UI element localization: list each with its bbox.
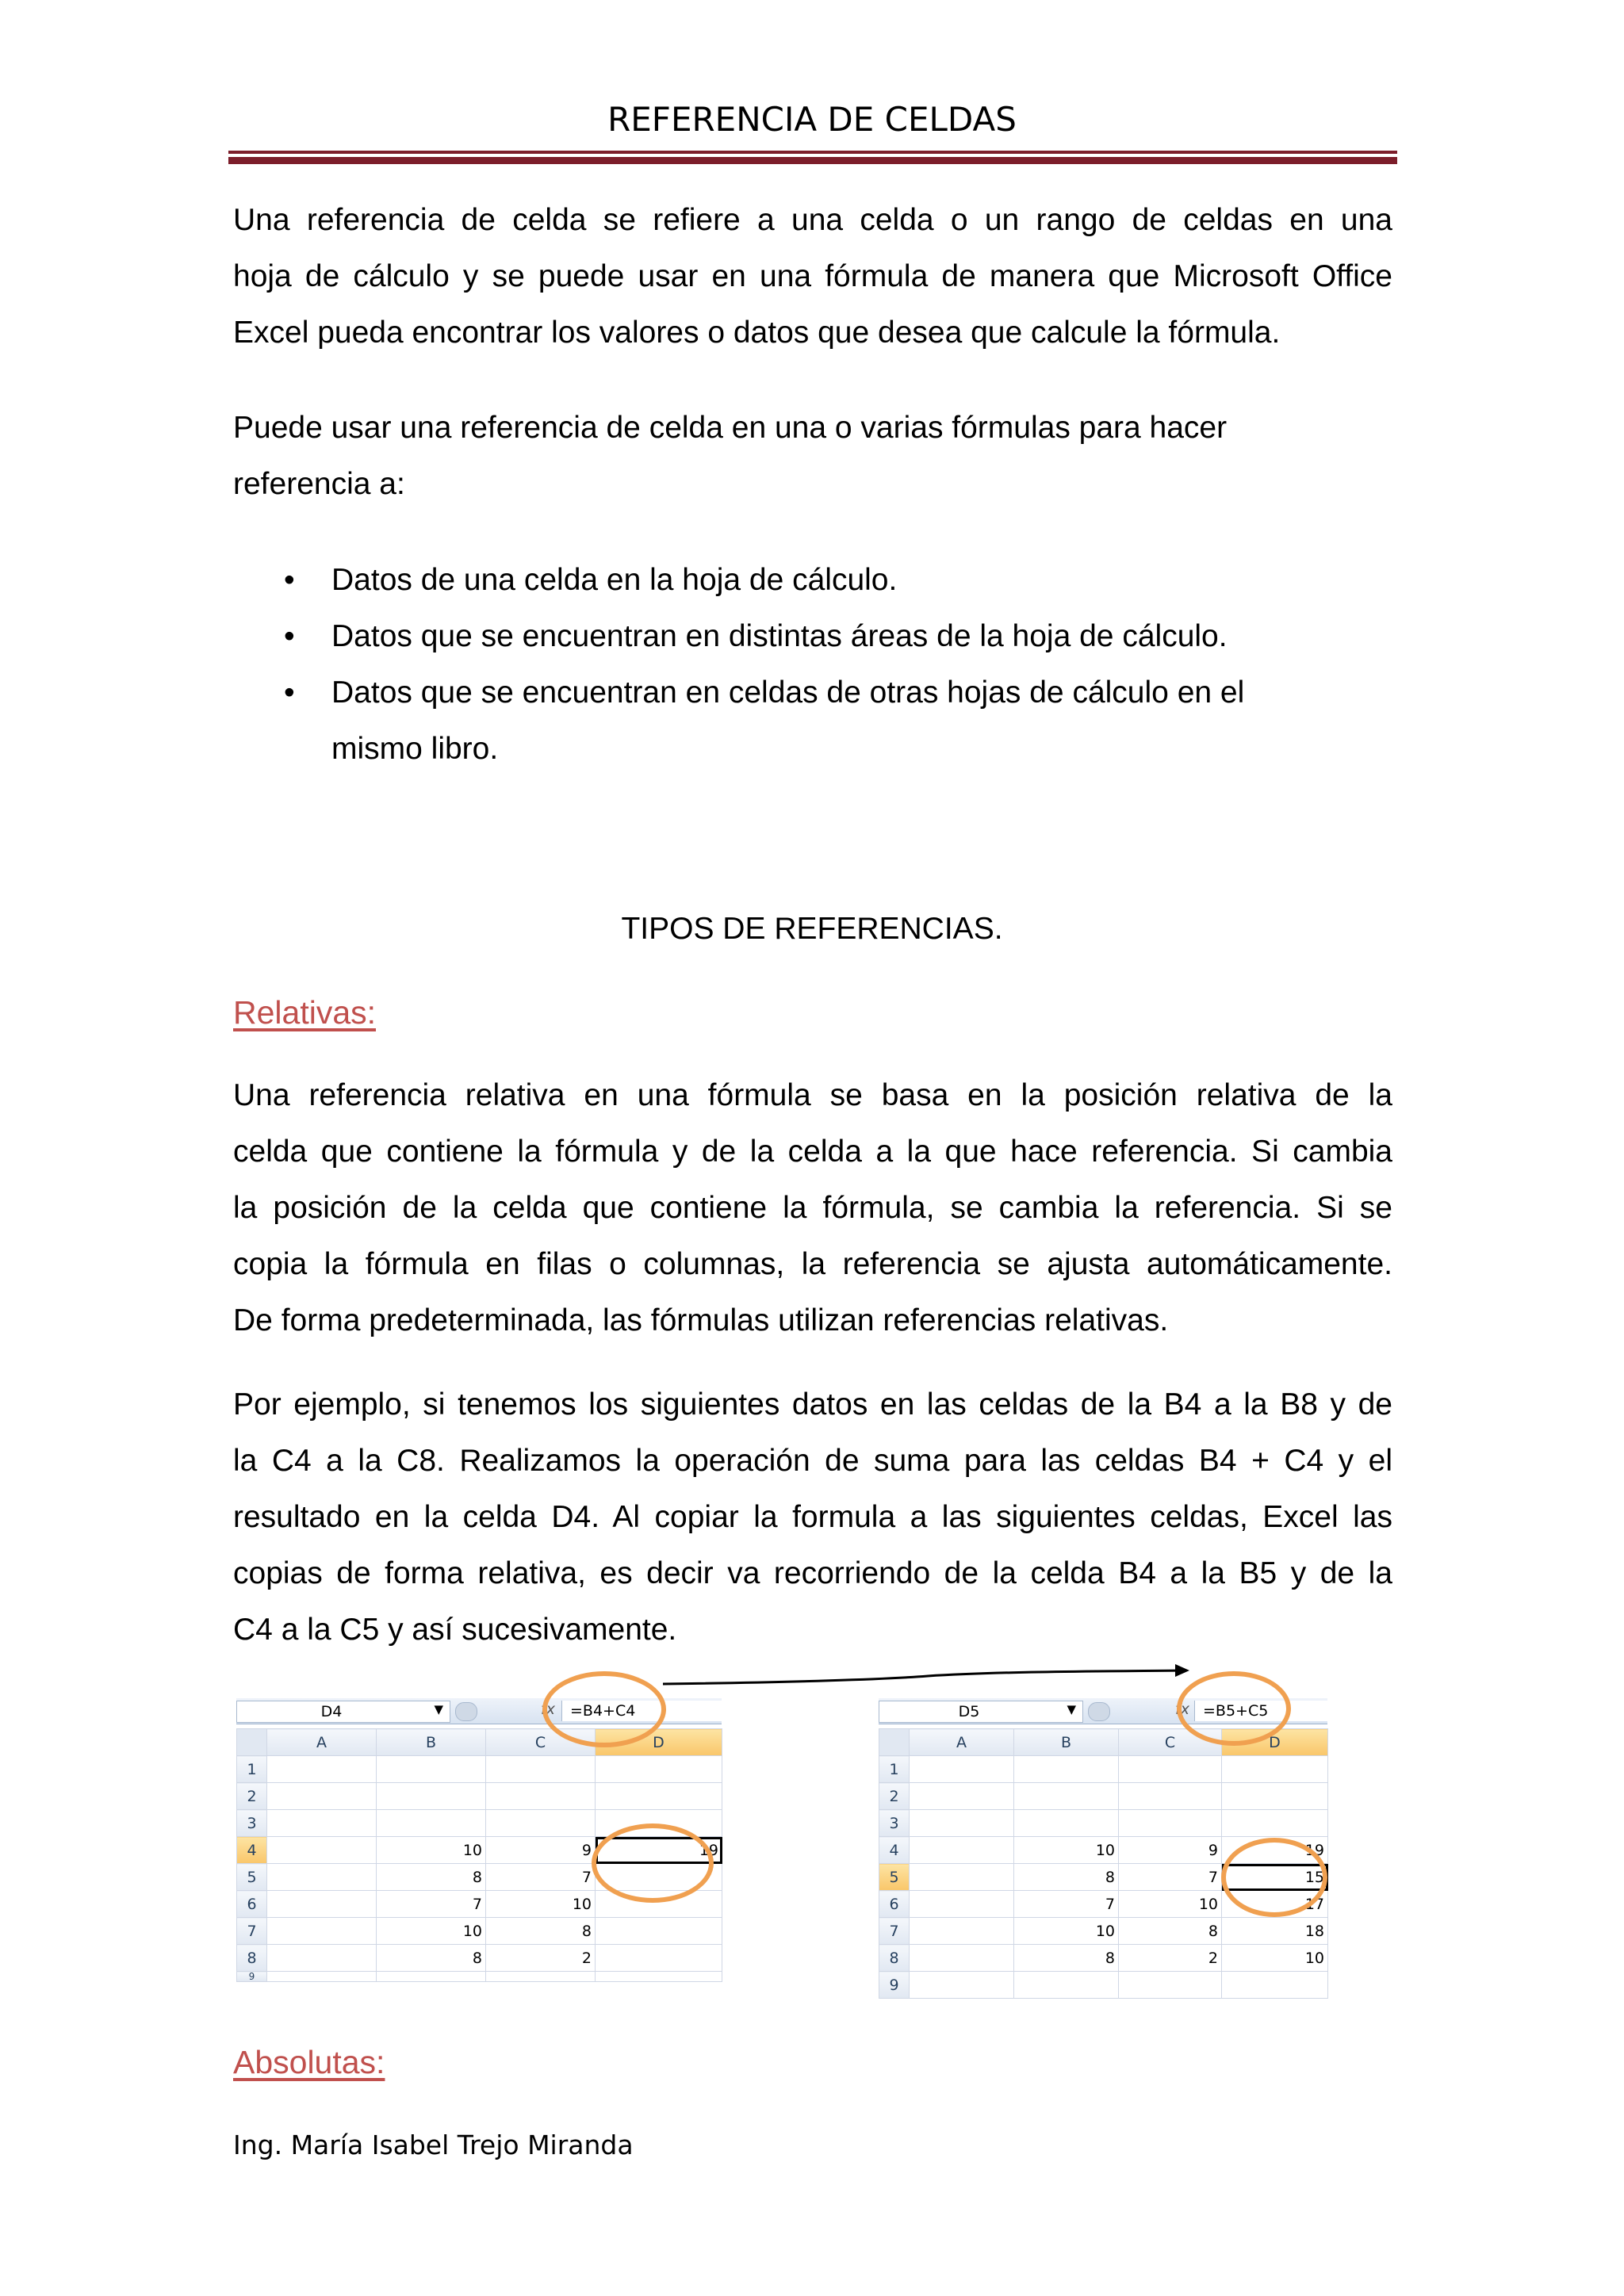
column-header: A [910,1729,1014,1756]
text-line: De forma predeterminada, las fórmulas utilizan referencias relativas. [233,1303,1169,1337]
column-header: C [486,1729,596,1756]
column-header: B [1014,1729,1119,1756]
table-row: 4 10 9 19 [879,1837,1328,1864]
absolute-heading: Absolutas: [233,2044,385,2080]
table-row: 1 [237,1756,722,1783]
relative-paragraph-1 [233,1067,1392,1349]
relative-heading: Relativas: [233,994,377,1031]
table-row: 3 [237,1810,722,1837]
table-row: 5 8 7 [237,1864,722,1891]
column-header: D [596,1729,722,1756]
spreadsheet-screenshot-right [879,1698,1327,1992]
text-line: referencia a: [233,467,405,501]
highlight-ring-result [1221,1838,1327,1917]
text-line: la posición de la celda que contiene la fórmula, se cambia la referencia. Si se [233,1191,1392,1225]
select-all-corner [879,1729,910,1756]
header-rule-thin [228,151,1397,154]
relative-paragraph-2 [233,1376,1392,1658]
function-icon: fx [541,1701,555,1718]
text-line: C4 a la C5 y así sucesivamente. [233,1613,677,1647]
text-line: Una referencia de celda se refiere a una celda o un rango de celdas en una [233,203,1392,237]
table-row: 1 [879,1756,1328,1783]
table-row: 8 8 2 10 [879,1945,1328,1972]
bullet-icon: • [284,675,295,710]
highlight-ring-formula [542,1671,666,1747]
section-title: TIPOS DE REFERENCIAS. [621,912,1003,946]
text-line: hoja de cálculo y se puede usar en una fórmula de manera que Microsoft Office [233,259,1392,293]
spreadsheet-screenshot-left [236,1698,722,1992]
reference-uses-list [233,552,1391,777]
page-title: REFERENCIA DE CELDAS [607,100,1017,139]
bullet-icon: • [284,563,295,597]
column-header: C [1119,1729,1222,1756]
table-row: 2 [237,1783,722,1810]
active-cell: 19 [596,1837,722,1864]
text-line: Puede usar una referencia de celda en una o varias fórmulas para hacer [233,411,1228,445]
table-row: 7 10 8 [237,1918,722,1945]
formula-options-icon [455,1702,477,1721]
highlight-ring-formula [1177,1671,1291,1746]
table-row: 6 7 10 [237,1891,722,1918]
text-line: la C4 a la C8. Realizamos la operación de suma para las celdas B4 + C4 y el [233,1444,1392,1478]
table-row: 3 [879,1810,1328,1837]
select-all-corner [237,1729,267,1756]
list-item: • Datos de una celda en la hoja de cálculo. [233,552,1391,608]
header-rule-thick [228,157,1397,164]
text-line: copia la fórmula en filas o columnas, la referencia se ajusta automáticamente. [233,1247,1392,1281]
text-line: Por ejemplo, si tenemos los siguientes datos en las celdas de la B4 a la B8 y de [233,1387,1392,1422]
formula-input: =B4+C4 [561,1701,722,1721]
list-item: • Datos que se encuentran en celdas de otras hojas de cálculo en el mismo libro. [233,664,1391,777]
intro-paragraph-2 [233,400,1392,512]
table-row: 9 [237,1972,722,1982]
function-icon: fx [1175,1701,1189,1718]
table-row: 9 [879,1972,1328,1999]
table-row: 5 8 7 15 [879,1864,1328,1891]
chevron-down-icon: ▼ [434,1702,443,1716]
active-cell: 15 [1222,1864,1328,1891]
text-line: resultado en la celda D4. Al copiar la formula a las siguientes celdas, Excel las [233,1500,1392,1534]
intro-paragraph-1 [233,192,1392,361]
table-row: 4 10 9 19 [237,1837,722,1864]
bullet-icon: • [284,619,295,653]
column-header: D [1222,1729,1328,1756]
table-row: 2 [879,1783,1328,1810]
name-box: D4 ▼ [236,1701,450,1723]
formula-input: =B5+C5 [1194,1701,1327,1721]
text-line: Una referencia relativa en una fórmula se basa en la posición relativa de la [233,1078,1392,1112]
formula-options-icon [1088,1702,1110,1721]
text-line: celda que contiene la fórmula y de la celda a la que hace referencia. Si cambia [233,1135,1392,1169]
chevron-down-icon: ▼ [1067,1702,1076,1716]
column-header: A [267,1729,377,1756]
column-header: B [377,1729,486,1756]
list-item: • Datos que se encuentran en distintas áreas de la hoja de cálculo. [233,608,1391,664]
table-row: 8 8 2 [237,1945,722,1972]
highlight-ring-result [592,1823,714,1903]
text-line: copias de forma relativa, es decir va recorriendo de la celda B4 a la B5 y de la [233,1556,1392,1590]
name-box: D5 ▼ [879,1701,1083,1723]
table-row: 6 7 10 17 [879,1891,1328,1918]
footer-author: Ing. María Isabel Trejo Miranda [233,2130,634,2160]
table-row: 7 10 8 18 [879,1918,1328,1945]
text-line: Excel pueda encontrar los valores o datos que desea que calcule la fórmula. [233,316,1281,350]
